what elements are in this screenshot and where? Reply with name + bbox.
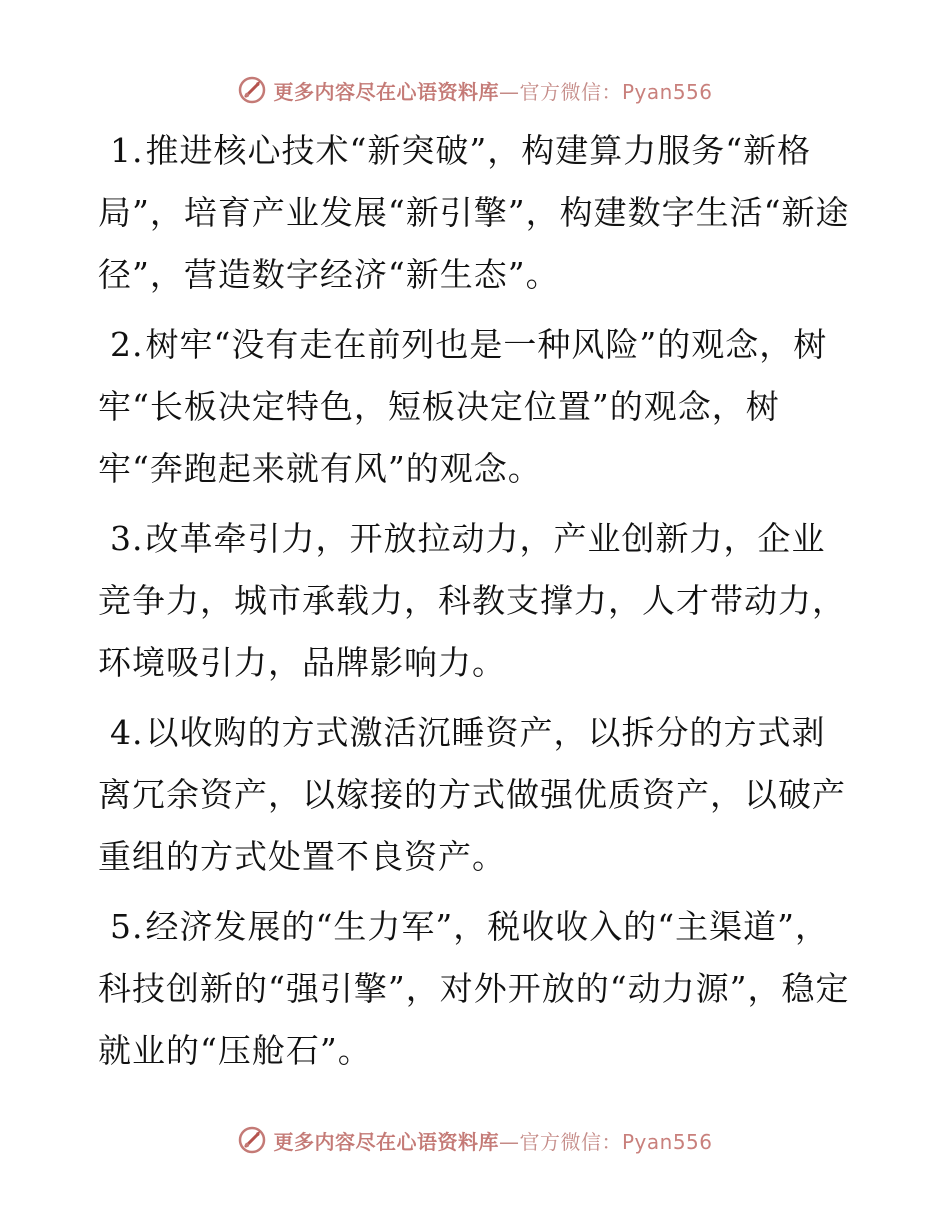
item-number: 1. bbox=[110, 131, 144, 170]
watermark-sub: 官方微信： bbox=[519, 79, 622, 104]
brush-seal-icon bbox=[237, 1125, 267, 1155]
item-text: 树牢“没有走在前列也是一种风险”的观念，树牢“长板决定特色，短板决定位置”的观念，树牢“奔跑起来就有风”的观念。 bbox=[98, 325, 828, 488]
document-body bbox=[98, 120, 858, 1090]
list-item bbox=[98, 896, 858, 1082]
item-number: 2. bbox=[110, 325, 144, 364]
watermark-main: 更多内容尽在心语资料库 bbox=[273, 79, 499, 104]
watermark-sub: 官方微信： bbox=[519, 1129, 622, 1154]
item-text: 以收购的方式激活沉睡资产，以拆分的方式剥离冗余资产，以嫁接的方式做强优质资产，以破产重组的方式处置不良资产。 bbox=[98, 713, 846, 876]
item-number: 4. bbox=[110, 713, 144, 752]
brush-seal-icon bbox=[237, 75, 267, 105]
item-number: 5. bbox=[110, 907, 144, 946]
watermark-separator: — bbox=[498, 79, 520, 104]
watermark-main: 更多内容尽在心语资料库 bbox=[273, 1129, 499, 1154]
watermark-footer bbox=[0, 1120, 950, 1160]
watermark-id: Pyan556 bbox=[621, 79, 713, 104]
item-text: 改革牵引力，开放拉动力，产业创新力，企业竞争力，城市承载力，科教支撑力，人才带动力，环境吸引力，品牌影响力。 bbox=[98, 519, 846, 682]
watermark-text bbox=[273, 1126, 712, 1155]
list-item bbox=[98, 120, 858, 306]
watermark-id: Pyan556 bbox=[621, 1129, 713, 1154]
item-text: 推进核心技术“新突破”，构建算力服务“新格局”，培育产业发展“新引擎”，构建数字生活“新途径”，营造数字经济“新生态”。 bbox=[98, 131, 850, 294]
list-item bbox=[98, 314, 858, 500]
item-number: 3. bbox=[110, 519, 144, 558]
list-item bbox=[98, 702, 858, 888]
watermark-header bbox=[0, 70, 950, 110]
list-item bbox=[98, 508, 858, 694]
item-text: 经济发展的“生力军”，税收收入的“主渠道”，科技创新的“强引擎”，对外开放的“动力源”，稳定就业的“压舱石”。 bbox=[98, 907, 850, 1070]
watermark-separator: — bbox=[498, 1129, 520, 1154]
watermark-text bbox=[273, 76, 712, 105]
